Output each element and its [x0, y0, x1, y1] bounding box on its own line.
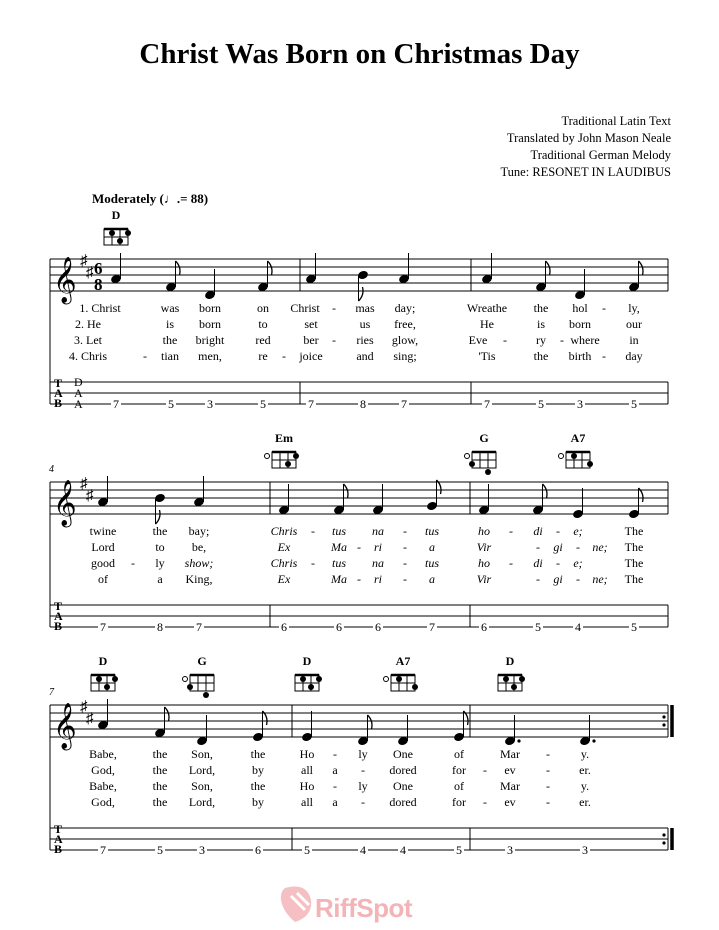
lyric-syllable: di	[533, 556, 543, 570]
repeat-dot	[662, 841, 665, 844]
lyric-syllable: -	[282, 349, 286, 363]
song-title: Christ Was Born on Christmas Day	[139, 38, 580, 70]
lyric-syllable: -	[332, 333, 336, 347]
chord-name: D	[302, 654, 312, 668]
finger-dot	[109, 230, 115, 236]
lyric-syllable: glow,	[391, 333, 419, 347]
tab-string-name: A	[74, 397, 83, 411]
lyric-syllable: King,	[185, 572, 213, 586]
lyric-syllable: is	[165, 317, 175, 331]
lyric-syllable: tus	[331, 556, 347, 570]
tab-fret-number: 7	[100, 843, 106, 857]
lyric-syllable: set	[304, 317, 318, 331]
finger-dot	[293, 453, 299, 459]
open-string-icon	[183, 677, 188, 682]
tab-clef-letter: A	[54, 832, 63, 846]
note-flag	[344, 484, 349, 498]
lyric-syllable: free,	[394, 317, 416, 331]
lyric-syllable: Son,	[191, 779, 213, 793]
lyric-syllable: born	[199, 317, 221, 331]
note-flag	[546, 261, 551, 275]
lyric-syllable: ly	[358, 747, 368, 761]
repeat-dot	[662, 715, 665, 718]
lyric-syllable: re	[258, 349, 268, 363]
note-flag	[359, 287, 364, 301]
lyric-syllable: -	[357, 572, 361, 586]
lyric-syllable: God,	[91, 763, 115, 777]
lyric-syllable: ri	[373, 572, 383, 586]
tab-fret-number: 7	[429, 620, 435, 634]
credit-line-text: Traditional Latin Text	[561, 114, 671, 128]
lyric-syllable: -	[546, 747, 550, 761]
finger-dot	[112, 676, 118, 682]
lyric-syllable: was	[160, 301, 180, 315]
tab-fret-number: 3	[582, 843, 588, 857]
lyric-syllable: ho	[478, 524, 490, 538]
lyric-syllable: Lord,	[188, 763, 216, 777]
open-string-icon	[465, 454, 470, 459]
chord-name: G	[197, 654, 207, 668]
tab-fret-number: 4	[360, 843, 366, 857]
finger-dot	[503, 676, 509, 682]
tab-fret-number: 5	[168, 397, 174, 411]
lyric-syllable: ries	[356, 333, 374, 347]
lyric-syllable: e;	[573, 556, 583, 570]
chord-name: D	[505, 654, 515, 668]
lyric-syllable: sing;	[393, 349, 417, 363]
lyric-syllable: The	[624, 572, 644, 586]
tab-fret-number: 5	[304, 843, 310, 857]
lyric-syllable: e;	[573, 524, 583, 538]
lyric-syllable: ne;	[592, 540, 608, 554]
lyric-syllable: a	[157, 572, 163, 586]
finger-dot	[104, 684, 110, 690]
lyric-syllable: ry	[536, 333, 546, 347]
finger-dot	[469, 461, 475, 467]
lyric-syllable: gi	[553, 540, 563, 554]
lyric-syllable: and	[356, 349, 374, 363]
lyric-syllable: One	[393, 779, 413, 793]
lyric-syllable: He	[480, 317, 494, 331]
lyric-syllable: the	[152, 779, 168, 793]
finger-dot	[125, 230, 131, 236]
lyric-syllable: dored	[389, 763, 417, 777]
lyric-syllable: -	[503, 333, 507, 347]
tab-fret-number: 5	[538, 397, 544, 411]
lyric-syllable: 3. Let	[74, 333, 102, 347]
lyric-syllable: the	[152, 524, 168, 538]
lyric-syllable: Eve	[468, 333, 488, 347]
tab-clef-letter: A	[54, 609, 63, 623]
lyric-syllable: of	[454, 747, 464, 761]
lyric-syllable: -	[556, 556, 560, 570]
lyric-syllable: tus	[331, 524, 347, 538]
repeat-dot	[662, 833, 665, 836]
lyric-syllable: -	[536, 540, 540, 554]
lyric-syllable: tian	[161, 349, 179, 363]
lyric-syllable: the	[250, 747, 266, 761]
lyric-syllable: bay;	[188, 524, 210, 538]
lyric-syllable: God,	[91, 795, 115, 809]
tab-fret-number: 6	[375, 620, 381, 634]
chord-name: A7	[570, 431, 586, 445]
lyric-syllable: ly	[155, 556, 165, 570]
tab-clef-letter: A	[54, 386, 63, 400]
lyric-syllable: men,	[198, 349, 222, 363]
note-flag	[176, 261, 181, 275]
lyric-syllable: er.	[579, 795, 591, 809]
lyric-syllable: the	[152, 763, 168, 777]
measure-number: 7	[49, 687, 54, 698]
lyric-syllable: our	[626, 317, 642, 331]
sharp-c-icon: ♯	[86, 265, 94, 281]
lyric-syllable: Christ	[290, 301, 320, 315]
tempo-value: = 88	[180, 191, 204, 206]
open-string-icon	[559, 454, 564, 459]
lyric-syllable: be,	[191, 540, 207, 554]
lyric-syllable: Chris	[270, 556, 298, 570]
lyric-syllable: ber	[303, 333, 319, 347]
finger-dot	[519, 676, 525, 682]
tab-fret-number: 3	[577, 397, 583, 411]
tab-clef-letter: T	[54, 376, 63, 390]
treble-clef-icon: 𝄞	[53, 257, 77, 302]
lyric-syllable: na	[372, 524, 384, 538]
tab-fret-number: 5	[456, 843, 462, 857]
tab-fret-number: 6	[336, 620, 342, 634]
lyric-syllable: the	[533, 349, 549, 363]
note-dot	[517, 739, 520, 742]
tab-string-name: A	[74, 386, 83, 400]
lyric-syllable: ne;	[592, 572, 608, 586]
lyric-syllable: Ma	[331, 572, 347, 586]
lyric-syllable: joice	[299, 349, 323, 363]
lyric-syllable: -	[403, 572, 407, 586]
note-flag	[268, 261, 273, 275]
note-flag	[165, 707, 170, 721]
chord-name: D	[98, 654, 108, 668]
lyric-syllable: -	[361, 795, 365, 809]
lyric-syllable: The	[624, 540, 644, 554]
lyric-syllable: for	[452, 763, 466, 777]
tab-fret-number: 4	[400, 843, 406, 857]
tab-fret-number: 5	[260, 397, 266, 411]
lyric-syllable: Ho	[299, 747, 315, 761]
lyric-syllable: a	[332, 795, 338, 809]
lyric-syllable: -	[483, 763, 487, 777]
lyric-syllable: -	[311, 524, 315, 538]
tab-fret-number: 7	[196, 620, 202, 634]
tempo-marking: Moderately (♩.= 88)	[92, 191, 209, 206]
lyric-syllable: birth	[568, 349, 592, 363]
lyric-syllable: of	[98, 572, 108, 586]
lyric-syllable: -	[483, 795, 487, 809]
lyric-syllable: -	[311, 556, 315, 570]
finger-dot	[203, 692, 209, 698]
finger-dot	[511, 684, 517, 690]
lyric-syllable: all	[301, 763, 313, 777]
lyric-syllable: bright	[195, 333, 225, 347]
finger-dot	[396, 676, 402, 682]
finger-dot	[285, 461, 291, 467]
lyric-syllable: Wreathe	[466, 301, 508, 315]
lyric-syllable: gi	[553, 572, 563, 586]
watermark-text: RiffSpot	[315, 893, 413, 923]
lyric-syllable: -	[361, 763, 365, 777]
lyric-syllable: tus	[424, 524, 440, 538]
tempo-note-icon: (♩.	[159, 191, 181, 206]
note-flag	[639, 261, 644, 275]
lyric-syllable: -	[403, 524, 407, 538]
tab-clef-letter: T	[54, 822, 63, 836]
finger-dot	[308, 684, 314, 690]
tab-fret-number: 5	[157, 843, 163, 857]
lyric-syllable: of	[454, 779, 464, 793]
lyric-syllable: born	[569, 317, 591, 331]
lyric-syllable: -	[576, 540, 580, 554]
sharp-c-icon: ♯	[86, 711, 94, 727]
tempo-label: Moderately	[92, 191, 157, 206]
lyric-syllable: where	[570, 333, 600, 347]
tab-fret-number: 3	[199, 843, 205, 857]
lyric-syllable: -	[536, 572, 540, 586]
lyric-syllable: -	[509, 556, 513, 570]
lyric-syllable: day	[625, 349, 643, 363]
lyric-syllable: on	[257, 301, 269, 315]
tab-clef-letter: B	[54, 619, 63, 633]
lyric-syllable: -	[131, 556, 135, 570]
lyric-syllable: Lord,	[188, 795, 216, 809]
credit-line-melody: Traditional German Melody	[530, 148, 671, 162]
tab-fret-number: 4	[575, 620, 581, 634]
lyric-syllable: 2. He	[75, 317, 101, 331]
lyric-syllable: Mar	[500, 779, 520, 793]
chord-name: G	[479, 431, 489, 445]
tab-fret-number: 3	[507, 843, 513, 857]
lyric-syllable: the	[533, 301, 549, 315]
chord-name: Em	[275, 431, 293, 445]
lyric-syllable: 4. Chris	[68, 349, 108, 363]
lyric-syllable: 'Tis	[478, 349, 496, 363]
lyric-syllable: Mar	[500, 747, 520, 761]
lyric-syllable: -	[403, 556, 407, 570]
lyric-syllable: -	[143, 349, 147, 363]
tab-fret-number: 3	[207, 397, 213, 411]
lyric-syllable: -	[546, 779, 550, 793]
lyric-syllable: good	[91, 556, 115, 570]
lyric-syllable: ho	[478, 556, 490, 570]
lyric-syllable: -	[333, 747, 337, 761]
lyric-syllable: day;	[394, 301, 416, 315]
lyric-syllable: a	[429, 572, 435, 586]
lyric-syllable: -	[403, 540, 407, 554]
lyric-syllable: is	[536, 317, 546, 331]
finger-dot	[96, 676, 102, 682]
credit-line-tune: Tune: RESONET IN LAUDIBUS	[500, 165, 671, 179]
lyric-syllable: -	[560, 333, 564, 347]
repeat-dot	[662, 723, 665, 726]
lyric-syllable: na	[372, 556, 384, 570]
tab-fret-number: 6	[281, 620, 287, 634]
lyric-syllable: -	[602, 301, 606, 315]
lyric-syllable: all	[301, 795, 313, 809]
note-dot	[592, 739, 595, 742]
lyric-syllable: y.	[580, 747, 590, 761]
lyric-syllable: ev	[504, 795, 516, 809]
time-signature-top: 6	[94, 259, 103, 278]
lyric-syllable: a	[332, 763, 338, 777]
tab-fret-number: 7	[308, 397, 314, 411]
lyric-syllable: -	[576, 572, 580, 586]
lyric-syllable: hol	[572, 301, 588, 315]
lyric-syllable: The	[624, 556, 644, 570]
lyric-syllable: The	[624, 524, 644, 538]
finger-dot	[587, 461, 593, 467]
tab-fret-number: 8	[360, 397, 366, 411]
lyric-syllable: -	[546, 795, 550, 809]
lyric-syllable: mas	[355, 301, 375, 315]
lyric-syllable: by	[252, 795, 264, 809]
lyric-syllable: to	[155, 540, 165, 554]
tab-fret-number: 6	[481, 620, 487, 634]
lyric-syllable: to	[258, 317, 268, 331]
lyric-syllable: -	[332, 301, 336, 315]
lyric-syllable: er.	[579, 763, 591, 777]
finger-dot	[117, 238, 123, 244]
lyric-syllable: di	[533, 524, 543, 538]
finger-dot	[187, 684, 193, 690]
lyric-syllable: Vir	[476, 572, 492, 586]
lyric-syllable: born	[199, 301, 221, 315]
note-flag	[156, 510, 161, 524]
finger-dot	[485, 469, 491, 475]
tab-fret-number: 5	[631, 397, 637, 411]
finger-dot	[412, 684, 418, 690]
lyric-syllable: Lord	[91, 540, 115, 554]
lyric-syllable: Ex	[277, 572, 291, 586]
note-flag	[368, 715, 373, 729]
lyric-syllable: One	[393, 747, 413, 761]
credit-line-translation: Translated by John Mason Neale	[506, 131, 671, 145]
lyric-syllable: the	[162, 333, 178, 347]
finger-dot	[571, 453, 577, 459]
tab-string-name: D	[74, 375, 83, 389]
sharp-c-icon: ♯	[86, 488, 94, 504]
lyric-syllable: y.	[580, 779, 590, 793]
lyric-syllable: -	[509, 524, 513, 538]
finger-dot	[316, 676, 322, 682]
treble-clef-icon: 𝄞	[53, 703, 77, 748]
lyric-syllable: ly,	[628, 301, 640, 315]
measure-number: 4	[49, 464, 54, 475]
lyric-syllable: Babe,	[89, 747, 117, 761]
open-string-icon	[384, 677, 389, 682]
lyric-syllable: red	[255, 333, 271, 347]
tab-fret-number: 7	[100, 620, 106, 634]
lyric-syllable: -	[546, 763, 550, 777]
tab-fret-number: 7	[401, 397, 407, 411]
tab-fret-number: 6	[255, 843, 261, 857]
lyric-syllable: dored	[389, 795, 417, 809]
finger-dot	[300, 676, 306, 682]
lyric-syllable: -	[357, 540, 361, 554]
open-string-icon	[265, 454, 270, 459]
lyric-syllable: us	[359, 317, 371, 331]
tab-fret-number: 8	[157, 620, 163, 634]
lyric-syllable: -	[333, 779, 337, 793]
sharp-f-icon: ♯	[80, 476, 88, 492]
lyric-syllable: Ma	[331, 540, 347, 554]
lyric-syllable: show;	[184, 556, 214, 570]
tab-fret-number: 7	[484, 397, 490, 411]
lyric-syllable: -	[602, 349, 606, 363]
sharp-f-icon: ♯	[80, 699, 88, 715]
lyric-syllable: the	[152, 795, 168, 809]
lyric-syllable: Ho	[299, 779, 315, 793]
lyric-syllable: ly	[358, 779, 368, 793]
lyric-syllable: by	[252, 763, 264, 777]
note-flag	[543, 484, 548, 498]
lyric-syllable: Vir	[476, 540, 492, 554]
lyric-syllable: the	[152, 747, 168, 761]
chord-name: D	[111, 208, 121, 222]
tab-fret-number: 5	[535, 620, 541, 634]
lyric-syllable: Ex	[277, 540, 291, 554]
lyric-syllable: 1. Christ	[79, 301, 121, 315]
lyric-syllable: ri	[373, 540, 383, 554]
tab-fret-number: 7	[113, 397, 119, 411]
treble-clef-icon: 𝄞	[53, 480, 77, 525]
time-signature-bottom: 8	[94, 275, 103, 294]
lyric-syllable: in	[629, 333, 639, 347]
sharp-f-icon: ♯	[80, 253, 88, 269]
lyric-syllable: for	[452, 795, 466, 809]
lyric-syllable: ev	[504, 763, 516, 777]
tab-clef-letter: B	[54, 396, 63, 410]
chord-name: A7	[395, 654, 411, 668]
tab-fret-number: 5	[631, 620, 637, 634]
lyric-syllable: a	[429, 540, 435, 554]
lyric-syllable: the	[250, 779, 266, 793]
lyric-syllable: tus	[424, 556, 440, 570]
lyric-syllable: Chris	[270, 524, 298, 538]
tab-clef-letter: B	[54, 842, 63, 856]
lyric-syllable: twine	[89, 524, 117, 538]
tab-clef-letter: T	[54, 599, 63, 613]
lyric-syllable: Son,	[191, 747, 213, 761]
lyric-syllable: Babe,	[89, 779, 117, 793]
lyric-syllable: -	[556, 524, 560, 538]
